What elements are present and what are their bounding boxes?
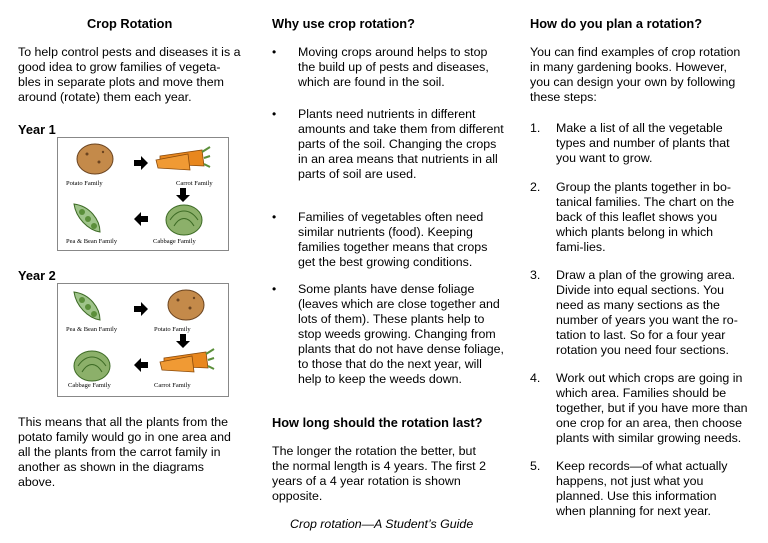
footer-guide-title: Crop rotation—A Student’s Guide (290, 517, 474, 531)
rotation-length-title: How long should the rotation last? (272, 415, 483, 430)
arrow-down-icon (176, 334, 190, 348)
why-bullet-1: Moving crops around helps to stop the build up of pests and diseases, which are found in the soil. (298, 45, 489, 89)
year2-diagram (57, 283, 229, 397)
step-2: Group the plants together in bo-tanical families. The chart on the back of this leaflet shows you which plants belong in which fami-lies. (556, 180, 735, 254)
carrot-icon (154, 348, 214, 378)
why-bullet-2: Plants need nutrients in different amounts and take them from different parts of the soil. Changing the crops in an area means that nutrients in all parts of soil are used. (298, 107, 504, 181)
y1-potato-label: Potato Family (66, 180, 103, 187)
why-rotation-title: Why use crop rotation? (272, 16, 415, 31)
y2-cabbage-label: Cabbage Family (68, 382, 111, 389)
step-4: Work out which crops are going in which area. Families should be together, but if you have more than one crop for an area, then choose plants with similar growing needs. (556, 371, 748, 445)
bullet-icon: • (272, 210, 277, 224)
cabbage-icon (72, 346, 112, 382)
cabbage-icon (164, 200, 204, 236)
bullet-icon: • (272, 282, 277, 296)
year1-diagram (57, 137, 229, 251)
why-bullet-4: Some plants have dense foliage (leaves which are close together and lots of them). These plants help to stop weeds growing. Changing from plants that do not have dense foliage, to those that do the next year, will help to keep the weeds down. (298, 282, 504, 386)
step-number: 5. (530, 459, 541, 473)
y2-peas-label: Pea & Bean Family (66, 326, 118, 333)
why-bullet-3: Families of vegetables often need similar nutrients (food). Keeping families together means that crops get the best growing conditions. (298, 210, 488, 269)
year2-heading: Year 2 (18, 268, 56, 283)
y1-peas-label: Pea & Bean Family (66, 238, 118, 245)
col1-outro: This means that all the plants from the potato family would go in one area and all the plants from the carrot family in another as shown in the diagrams above. (18, 415, 231, 489)
pea-pod-icon (70, 288, 104, 324)
crop-rotation-title: Crop Rotation (87, 16, 173, 31)
step-5: Keep records—of what actually happens, not just what you planned. Use this information when planning for next year. (556, 459, 728, 518)
potato-icon (75, 142, 115, 176)
col1-intro: To help control pests and diseases it is a good idea to grow families of vegeta-bles in separate plots and move them around (rotate) them each year. (18, 45, 241, 104)
year1-heading: Year 1 (18, 122, 56, 137)
y2-carrot-label: Carrot Family (154, 382, 191, 389)
arrow-right-icon (134, 302, 148, 316)
pea-pod-icon (70, 200, 104, 236)
col3-intro: You can find examples of crop rotation in many gardening books. However, you can design your own by following these steps: (530, 45, 741, 104)
potato-icon (166, 288, 206, 322)
arrow-left-icon (134, 212, 148, 226)
y2-potato-label: Potato Family (154, 326, 191, 333)
step-3: Draw a plan of the growing area. Divide into equal sections. You need as many sections as the number of years you want the ro-tation to last. So for a four year rotation you need four sections. (556, 268, 738, 357)
rotation-length-text: The longer the rotation the better, but the normal length is 4 years. The first 2 years of a 4 year rotation is shown opposite. (272, 444, 486, 503)
step-number: 2. (530, 180, 541, 194)
step-1: Make a list of all the vegetable types and number of plants that you want to grow. (556, 121, 730, 165)
step-number: 4. (530, 371, 541, 385)
arrow-right-icon (134, 156, 148, 170)
bullet-icon: • (272, 45, 277, 59)
carrot-icon (150, 146, 210, 176)
step-number: 1. (530, 121, 541, 135)
bullet-icon: • (272, 107, 277, 121)
step-number: 3. (530, 268, 541, 282)
arrow-left-icon (134, 358, 148, 372)
plan-rotation-title: How do you plan a rotation? (530, 16, 703, 31)
y1-carrot-label: Carrot Family (176, 180, 213, 187)
y1-cabbage-label: Cabbage Family (153, 238, 196, 245)
